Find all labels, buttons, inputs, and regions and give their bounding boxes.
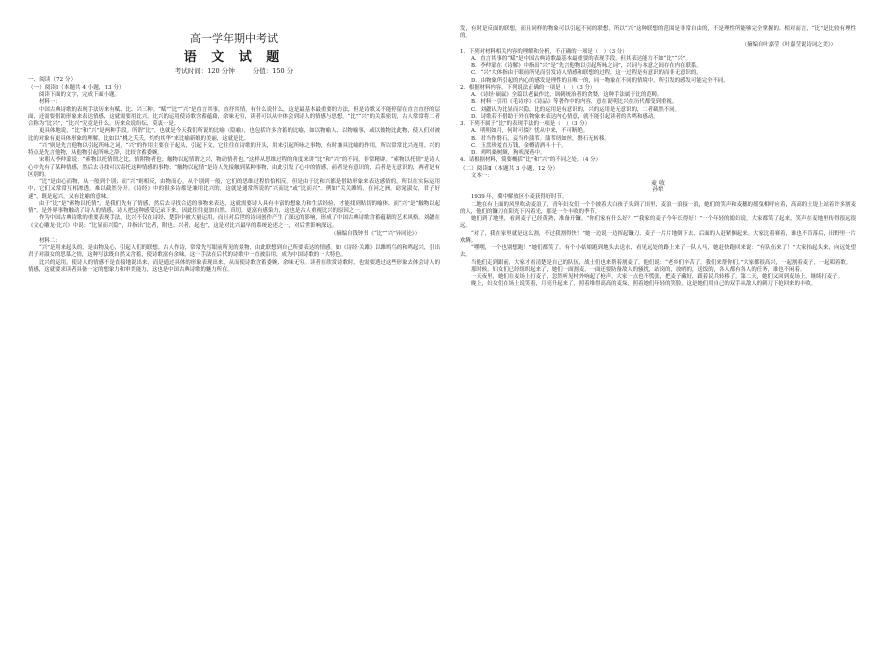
- paragraph: 作为中国古典诗歌的重要表现手法，比兴不仅在诗经、楚辞中被大量运用，而且对后世的诗词创作产生了深远的影响，形成了中国古典诗歌含蓄蕴藉的艺术风格。刘勰在《文心雕龙·比兴》中说：“比显而兴隐”，并指出“比者，附也；兴者，起也”，这是对比兴最早的系统论述之一，对后世影响深远。: [28, 215, 440, 229]
- right-content: [460, 26, 856, 289]
- option: D．由物象所引起的内心的感发是理性的且唯一的，同一物象在不同的情境中，所引发的感发可能完全不同。: [471, 77, 729, 84]
- question-3: 3．下列不属于“比”的表现手法的一项是（ ）（3 分）: [460, 121, 590, 127]
- story-author: 孙犁: [652, 187, 664, 193]
- paragraph: 宋朝人李仲蒙说：“索物以托情谓之比，情附物者也；触物以起情谓之兴，物动情者也。”这样从思维过程的角度来讲“比”和“兴”的不同，非常精辟。“索物以托情”是诗人心中先有了某种情感，然后去寻找可以寄托这种情感的事物；“触物以起情”是诗人先接触到某种事物，由此引发了心中的情感，前者是有意识的，后者是无意识的，两者是有区别的。: [28, 157, 440, 178]
- material-label: 材料二：: [39, 237, 61, 244]
- subject-title: 语 文 试 题: [183, 50, 285, 65]
- paragraph: 比兴的运用，使诗人的情感不是直接地说出来，而是通过具体的形象表现出来，从而使诗歌含蓄委婉、余味无穷。读者在欣赏诗歌时，也需要透过这些形象去体会诗人的情感，这就要求读者具备一定的想象力和审美能力，这也是中国古典诗歌的魅力所在。: [28, 259, 440, 273]
- subsection-heading: （二）阅读Ⅱ（本题共 3 小题，12 分）: [460, 165, 559, 172]
- subsection-heading: （一）阅读Ⅰ（本题共 4 小题，13 分）: [28, 85, 125, 91]
- material-label: 材料一：: [39, 99, 61, 106]
- paragraph: “比”是由心而物，从一般到个别；而“兴”则相反，由物而心，从个别到一般，它们的思维过程恰恰相反。但是由于比和兴都是借助形象来表达感情的，所以在实际运用中，它们又常常互相渗透，难以截然分开。《诗经》中的很多诗都是兼用比兴的，这就是通常所说的“兴而比”或“比而兴”。例如“关关雎鸠，在河之洲。窈窕淑女，君子好逑”，既是起兴，又有比喻的意味。: [28, 179, 440, 200]
- option: C．“兴”大体指由于眼前所见而引发诗人情感和联想的过程，这一过程是有意识的而非无意识的。: [471, 70, 702, 77]
- exam-meta: [28, 66, 440, 75]
- instruction: 阅读下面的文字，完成下面小题。: [39, 92, 120, 98]
- score-label: 分值：150 分: [252, 67, 294, 75]
- question-4: 4．请根据材料，简要概括“比”和“兴”的不同之处。（4 分）: [460, 157, 601, 164]
- story-paragraph: “嘿嘿，一个也别想跑！”她们都笑了。有个小姑娘跑到地头去送水，看见远处的路上来了一队人马，她赶快跑回来说：“有队伍来了！”大家抬起头来，向远处望去。: [460, 245, 856, 259]
- paragraph: 中国古典诗歌的表现手法历来有赋、比、兴三种。“赋”“比”“兴”是直言其事，直抒其情，有什么说什么，这是最基本最重要的方法，但是诗歌又不能停留在直言直抒的层面，还需要借助形象来表达情感，这就需要用比兴。比兴的运用使诗歌含蓄蕴藉，余味无穷，读者可以从中体会到诗人的情感与思想。“比”“兴”的关系密切，古人常常将二者合称为“比兴”，“比兴”究竟是什么，历来众说纷纭，莫衷一是。: [28, 106, 440, 127]
- story-paragraph: 二地在有上面的风里吹动麦浪了，青年妇女们一个个披着大白孩子头到了田里，麦浪一浪接一浪，她们的笑声和麦穗的摇曳相呼应着，高高的土堤上站着许多割麦的人，他们的镰刀在阳光下闪着光，那是一个丰收的季节。: [460, 201, 856, 215]
- source-citation: （摘编自叶嘉莹《叶嘉莹说诗词之美》）: [741, 41, 836, 48]
- option: B．君当作磐石，妾当作蒲苇。蒲苇纫如丝，磐石无转移。: [471, 135, 610, 142]
- option: C．玉盘珍羞直万钱，金樽清酒斗十千。: [471, 142, 567, 149]
- time-label: 考试时间：120 分钟: [174, 67, 235, 75]
- story-paragraph: 她们到了地里，看到麦子已经黄熟，准备开镰。“你们家有什么好？”“我家的麦子今年长得好！”一个年轻的媳妇说，大家都笑了起来，笑声在麦地里传得很远很远。: [460, 216, 856, 230]
- story-paragraph: “对了，我在家里就是这么割，不过我割得快！”她一边说一边挥起镰刀，麦子一片片地倒下去，后面的人赶紧捆起来。大家比着赛着，谁也不肯落后，田野里一片欢腾。: [460, 230, 856, 244]
- option: A．直言其事的“赋”是中国古典诗歌最基本最重要的表现手段，但其表达能力不如“比”“兴”。: [471, 55, 691, 62]
- story-paragraph: 当他们走到跟前，大家才看清楚是自己的队伍，战士们也来帮着割麦了。他们说：“老乡们辛苦了，我们来帮你们。”大家都很高兴，一起割着麦子，一起唱着歌。: [471, 259, 852, 266]
- story-paragraph: 1939 年，冀中解放区小麦获得好时节。: [471, 194, 568, 201]
- option: A．《诗经·硕鼠》全篇以老鼠作比，讽刺统治者的贪婪，这种手法属于比的范畴。: [471, 92, 663, 98]
- option: A．明明如月，何时可掇？忧从中来，不可断绝。: [471, 128, 589, 135]
- paragraph: “兴”则是先言他物以引起所咏之词，“兴”的作用主要在于起头，引起下文，它往往在诗歌的开头，用来引起所咏之事物，有时兼具比喻的作用，所以常常比兴连用。兴的特点是先言他物，从他物引起所咏之辞，比较含蓄委婉。: [28, 142, 440, 156]
- story-paragraph: 晚上，妇女们在场上说笑着，月亮升起来了，照着堆得高高的麦垛，照着她们年轻的笑脸，这是她们用自己的双手从敌人的刺刀下抢回来的丰收。: [471, 281, 817, 288]
- option: B．李仲蒙在《诗解》中指出“兴”是“先言他物以引起所咏之词”，兴词与本意之间存在内在联系。: [471, 63, 702, 69]
- paragraph: 由于“比”是“索物以托情”，是我们先有了情感，然后去寻找合适的事物来表达，这就需要诗人具有丰富的想象力和生活经验，才能找到贴切的喻体。而“兴”是“触物以起情”，是外界事物触动了诗人的情感，诗人把这种感受记录下来，因此往往更加自然、真切，更富有感染力，这也是古人重视比兴的原因之一。: [28, 200, 440, 214]
- left-column: [28, 0, 440, 672]
- option: C．刘勰认为比显而兴隐，比的运用是有意识的，兴的运用是无意识的，二者截然不同。: [471, 106, 680, 113]
- paragraph: “兴”是用来起头的，是由物及心，引起人们的联想。古人作诗，常常先写眼前所见的景物，由此联想到自己所要表达的情感。如《诗经·关雎》以雎鸠鸟的和鸣起兴，引出君子对淑女的思慕之情，这种写法既自然又含蓄，使诗歌富有余味。这一手法在后代的诗歌中一直被沿用，成为中国诗歌的一大特色。: [28, 245, 440, 259]
- story-paragraph: 那时候，妇女们已经组织起来了，她们一面割麦，一面还要防备敌人的骚扰，站岗的，放哨的，送饭的，各人都有各人的任务，谁也不闲着。: [471, 266, 806, 273]
- reading-section: [28, 76, 440, 274]
- source-citation: （摘编自钱钟书《“比”“兴”异同论》）: [330, 230, 420, 237]
- right-column: [460, 0, 856, 672]
- exam-title: 高一学年期中考试: [190, 32, 278, 45]
- option: D．诗歌若不借助于外在物象来表达内心情意，就不能引起读者的共鸣和感动。: [471, 113, 659, 120]
- option: D．鸡鸣桑树颠，狗吠深巷中。: [471, 150, 546, 156]
- paragraph: 更具体地说，“比”和“兴”是两种手段。所谓“比”，也就是今天我们所说的比喻（隐喻），也包括许多含蓄的比喻，如以物喻人、以物喻事，或以彼物比此物，使人们对被比的对象有更具体形象的理解，比如以“桃之夭夭，灼灼其华”来比喻新娘的美丽，这就是比。: [28, 128, 440, 142]
- story-paragraph: 一天夜里，她们在麦场上打麦子，忽然听见村外响起了枪声，大家一点也不慌张，把麦子藏好，跟着民兵转移了。第二天，她们又回到麦场上，继续打麦子。: [471, 274, 843, 280]
- question-2: 2．根据材料内容，下列说法正确的一项是（ ）（3 分）: [460, 84, 596, 91]
- option: B．材料一引用《毛诗序》《诗品》等著作中的内容，意在说明比兴在历代都受到重视。: [471, 99, 678, 106]
- paragraph: 发，有时是反面的联想，而且同样的物象可以引起不同的联想，所以“兴”这种联想的范围是非常自由的，不是理性所能够完全掌握的。相对而言，“比”是比较有理性的。: [460, 26, 856, 40]
- text-label: 文本一：: [471, 172, 493, 179]
- story-title: 麦 收: [651, 179, 665, 187]
- question-1: 1．下列对材料相关内容的理解和分析，不正确的一项是（ ）（3 分）: [460, 48, 628, 55]
- section-heading: 一、阅读（72 分）: [28, 77, 77, 83]
